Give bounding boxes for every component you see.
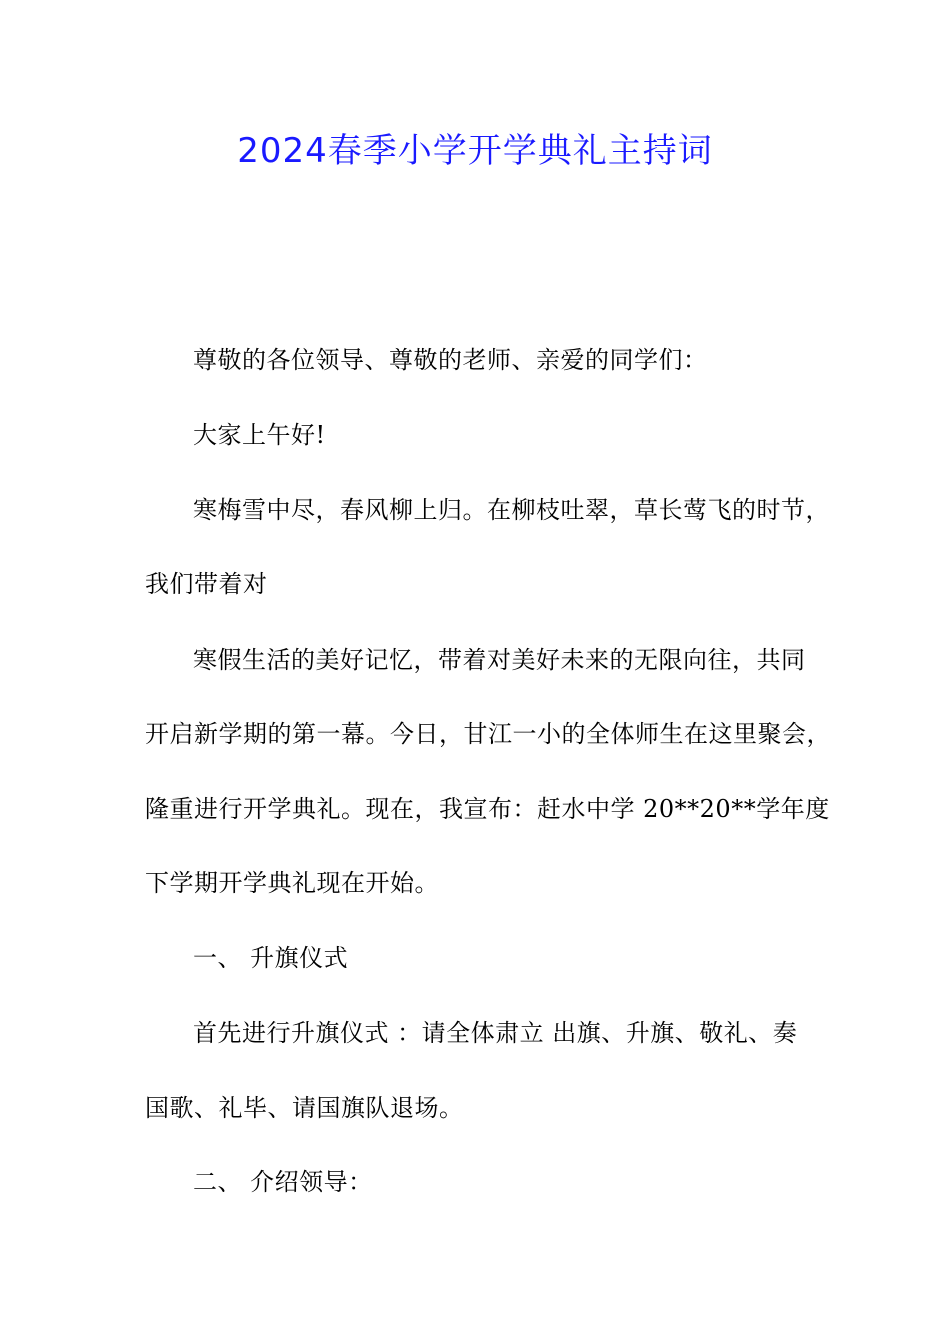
paragraph-line: 下学期开学典礼现在开始。 [145,869,439,897]
salutation-line: 大家上午好! [193,421,326,449]
paragraph-line: 寒假生活的美好记忆，带着对美好未来的无限向往，共同 [193,646,806,674]
paragraph-line: 国歌、礼毕、请国旗队退场。 [145,1094,464,1122]
document-title: 2024春季小学开学典礼主持词 [237,131,713,171]
paragraph-line: 我们带着对 [145,570,268,598]
paragraph-line: 开启新学期的第一幕。今日，甘江一小的全体师生在这里聚会， [145,720,831,748]
section-heading-flag-ceremony: 一、 升旗仪式 [193,944,349,972]
greeting-line: 尊敬的各位领导、尊敬的老师、亲爱的同学们： [193,346,708,374]
paragraph-line: 首先进行升旗仪式 ：请全体肃立 出旗、升旗、敬礼、奏 [193,1019,798,1047]
paragraph-line: 寒梅雪中尽，春风柳上归。在柳枝吐翠，草长莺飞的时节， [193,496,830,524]
section-heading-introduce-leaders: 二、 介绍领导： [193,1168,373,1196]
paragraph-line: 隆重进行开学典礼。现在，我宣布：赶水中学 20**20**学年度 [145,795,830,823]
